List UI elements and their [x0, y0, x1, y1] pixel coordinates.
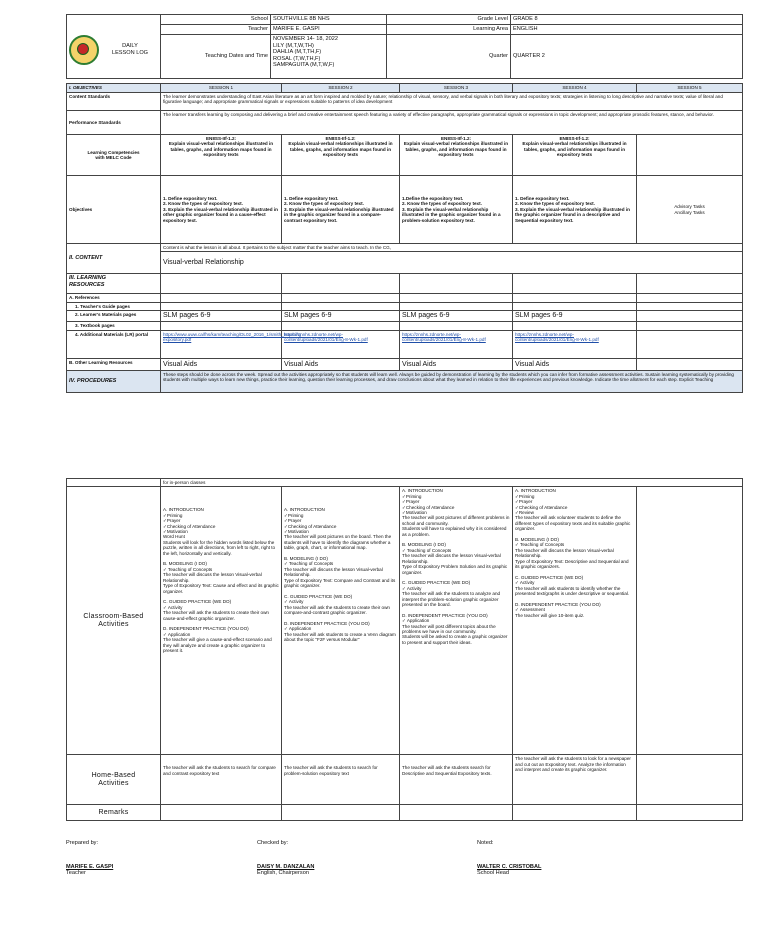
noted-role: School Head: [477, 870, 510, 876]
lm-1: SLM pages 6-9: [161, 311, 282, 322]
home-activities-label: Home-Based Activities: [67, 755, 161, 805]
prepared-role: Teacher: [66, 870, 86, 876]
quarter-label: Quarter: [387, 35, 511, 79]
learners-materials-label: 2. Learner's Materials pages: [67, 311, 161, 322]
checked-role: English, Chairperson: [257, 870, 309, 876]
content-heading: II. CONTENT: [67, 244, 161, 274]
additional-link-4[interactable]: https://znnhs.zdnorte.net/wp-content/uploads/2021/01/Eng-8-Wk-1.pdf: [513, 330, 637, 358]
lesson-table: [66, 83, 743, 393]
additional-link-1[interactable]: https://www.uww.ca/fhs/kam/teaching/DL02_2016_1/smith_teaching expository.pdf: [161, 330, 282, 358]
olr-4: Visual Aids: [513, 358, 637, 370]
class-activity-3: A. INTRODUCTION ✓Priming ✓Prayer ✓Checking of Attendance ✓Motivation The teacher will post pictures of different problems in school and community. Students will have to explained why it is considered as a problem. B. MODELING (I DO) ✓ Teaching of Concepts The teacher will discuss the lesson Visual-verbal Relationship. Type of Expository Problem Solution and its graphic organizer. C. GUIDED PRACTICE (WE DO) ✓ Activity The teacher will ask the students to analyze and interpret the problem-solution graphic organizer presented on the board. D. INDEPENDENT PRACTICE (YOU DO) ✓ Application The teacher will post different topics about the problems we have in our community. Students will be asked to create a graphic organizer to present and support their ideas.: [400, 487, 513, 755]
content-standards-label: Content Standards: [67, 93, 161, 111]
logo-cell: [67, 15, 161, 79]
additional-link-2[interactable]: https://znnhs.zdnorte.net/wp-content/uploads/2021/01/Eng-8-Wk-1.pdf: [282, 330, 400, 358]
olr-3: Visual Aids: [400, 358, 513, 370]
noted-name: WALTER C. CRISTOBAL: [477, 864, 542, 870]
lm-3: SLM pages 6-9: [400, 311, 513, 322]
melc-2: EN8SS-IIf-1.2: Explain visual-verbal relationships illustrated in tables, graphs, and information maps found in expository texts: [282, 135, 400, 176]
learning-resources-heading: III. LEARNING RESOURCES: [67, 274, 161, 294]
melc-label: Learning Competencies with MELC Code: [67, 135, 161, 176]
lm-2: SLM pages 6-9: [282, 311, 400, 322]
references-label: A. References: [67, 294, 161, 302]
textbook-label: 3. Textbook pages: [67, 322, 161, 330]
prepared-by-block: [66, 840, 113, 876]
class-activity-2: A. INTRODUCTION ✓Priming ✓Prayer ✓Checking of Attendance ✓Motivation The teacher will post pictures on the board. Then the students will have to identify the diagrams whether a table, graph, chart, or informational map. B. MODELING (I DO) ✓ Teaching of Concepts The teacher will discuss the lesson Visual-verbal Relationship. Type of Expository Text: Compare and Contrast and its graphic organizer. C. GUIDED PRACTICE (WE DO) ✓ Activity The teacher will ask the students to create their own compare-and-contrast graphic organizer. D. INDEPENDENT PRACTICE (YOU DO) ✓ Application The teacher will ask students to create a Venn diagram about the topic "F2F versus Modular": [282, 487, 400, 755]
prepared-name: MARIFE E. GASPI: [66, 864, 114, 870]
home-activity-3: The teacher will ask the students search for Descriptive and Sequential Expository texts.: [400, 755, 513, 805]
school-value: SOUTHVILLE 8B NHS: [271, 15, 387, 25]
other-resources-label: B. Other Learning Resources: [67, 358, 161, 370]
melc-3: EN8SS-IIf-1.2: Explain visual-verbal relationships illustrated in tables, graphs, and information maps found in expository texts: [400, 135, 513, 176]
content-topic: Visual-verbal Relationship: [161, 252, 743, 274]
session-5-header: SESSION 5: [637, 84, 743, 93]
objectives-3: 1.Define the expository text. 2. Know the types of expository text. 3. Explain the visual-verbal relationship illustrated in the graphic organizer found in a problem-solution expository text.: [400, 176, 513, 244]
home-activity-1: The teacher will ask the students to search for compare and contrast expository text: [161, 755, 282, 805]
class-activity-1: A. INTRODUCTION ✓Priming ✓Prayer ✓Checking of Attendance ✓Motivation Word Hunt Students will look for the hidden words listed below the puzzle, written in all directions, from left to right, right to the left, horizontally and vertically. B. MODELING (I DO) ✓ Teaching of Concepts The teacher will discuss the lesson Visual-verbal Relationship. Type of Expository Text: Cause and effect and its graphic organizer. C. GUIDED PRACTICE (WE DO) ✓ Activity The teacher will ask the students to create their own cause-and-effect graphic organizer. D. INDEPENDENT PRACTICE (YOU DO) ✓ Application The teacher will give a cause-and-effect scenario and they will analyze and create a graphic organizer to present it.: [161, 487, 282, 755]
session-3-header: SESSION 3: [400, 84, 513, 93]
page-one: [0, 14, 768, 393]
teacher-value: MARIFE E. GASPI: [271, 25, 387, 35]
procedures-text: These steps should be done across the week. Spread out the activities appropriately so that students will learn well. Always be guided by demonstration of learning by the students which you can infer from formative assessment activities. Sustain learning systematically by providing students with multiple ways to learn new things, practice their learning, question their learning processes, and draw conclusions about what they learned in relation to their life experiences and previous knowledge. Indicate the time allotment for each step. Explicit Teaching: [161, 370, 743, 392]
checked-label: Checked by:: [257, 840, 289, 846]
quarter-value: QUARTER 2: [511, 35, 743, 79]
page-two: [0, 478, 768, 876]
objectives-5: Advisory Tasks Ancillary Tasks: [637, 176, 743, 244]
performance-standards-label: Performance Standards: [67, 111, 161, 135]
school-label: School: [161, 15, 271, 25]
performance-standards-text: The learner transfers learning by composing and delivering a brief and creative entertainment speech featuring a variety of effective paragraphs, appropriate grammatical signals or expressions in topic development; and appropriate prosodic features, stance, and behavior.: [161, 111, 743, 135]
content-standards-text: The learner demonstrates understanding of East Asian literature as an art form inspired and molded by nature; relationship of visual, sensory, and verbal signals in both literary and expository texts; strategies in listening to long descriptive and narrative texts; value of literal and figurative language; and appropriate grammatical signals or expressions suitable to patterns of idea development: [161, 93, 743, 111]
content-note: Content is what the lesson is all about. It pertains to the subject matter that the teacher aims to teach. In the CG,: [161, 244, 743, 252]
melc-1: EN8SS-IIf-1.2: Explain visual-verbal relationships illustrated in tables, graphs, and information maps found in expository texts: [161, 135, 282, 176]
home-activity-5: [637, 755, 743, 805]
school-seal-icon: [69, 35, 99, 65]
area-value: ENGLISH: [511, 25, 743, 35]
remarks-label: Remarks: [67, 805, 161, 821]
dates-value: NOVEMBER 14- 18, 2022 LILY (M,T,W,TH) DAHLIA (M,T,TH,F) ROSAL (T,W,TH,F) SAMPAGUITA (M,T,W,F): [271, 35, 387, 79]
prepared-label: Prepared by:: [66, 840, 99, 846]
melc-5: [637, 135, 743, 176]
additional-materials-label: 4. Additional Materials (LR) portal: [67, 330, 161, 358]
teachers-guide-label: 1. Teacher's Guide pages: [67, 302, 161, 310]
objectives-1: 1. Define expository text. 2. Know the types of expository text. 3. Explain the visual-verbal relationship illustrated in other graphic organizer found in a cause-effect expository text.: [161, 176, 282, 244]
objectives-heading: I. OBJECTIVES: [67, 84, 161, 93]
class-activity-5: [637, 487, 743, 755]
home-activity-2: The teacher will ask the students to search for problem-solution expository text: [282, 755, 400, 805]
header-table: [66, 14, 743, 79]
lm-4: SLM pages 6-9: [513, 311, 637, 322]
grade-value: GRADE 8: [511, 15, 743, 25]
noted-block: [477, 840, 541, 876]
objectives-4: 1. Define expository text. 2. Know the types of expository text. 3. Explain the visual-verbal relationship illustrated in the graphic organizer found in a descriptive and Sequential expository text.: [513, 176, 637, 244]
noted-label: Noted:: [477, 840, 494, 846]
teacher-label: Teacher: [161, 25, 271, 35]
classroom-activities-label: Classroom-Based Activities: [67, 487, 161, 755]
olr-1: Visual Aids: [161, 358, 282, 370]
objectives-2: 1. Define expository text. 2. Know the types of expository text. 3. Explain the visual-verbal relationship illustrated in the graphic organizer found in a compare-contrast expository text.: [282, 176, 400, 244]
melc-4: EN8SS-IIf-1.2: Explain visual-verbal relationships illustrated in tables, graphs, and information maps found in expository texts: [513, 135, 637, 176]
objectives-label: Objectives: [67, 176, 161, 244]
class-activity-4: A. INTRODUCTION ✓Priming ✓Prayer ✓Checking of Attendance ✓Review The teacher will ask volunteer students to define the different types of expository texts and its suitable graphic organizer. B. MODELING (I DO) ✓ Teaching of Concepts The teacher will discuss the lesson Visual-verbal Relationship. Type of Expository Text: Descriptive and Sequential and its graphic organizers. C. GUIDED PRACTICE (WE DO) ✓ Activity The teacher will ask students to identify whether the presented text/graphs is under descriptive or sequential. D. INDEPENDENT PRACTICE (YOU DO) ✓ Assessment The teacher will give 10-item quiz.: [513, 487, 637, 755]
olr-2: Visual Aids: [282, 358, 400, 370]
area-label: Learning Area: [387, 25, 511, 35]
home-activity-4: The teacher will ask the students to look for a newspaper and cut out an Expository text. Analyze the information and interpret and create its graphic organizer.: [513, 755, 637, 805]
dates-label: Teaching Dates and Time: [161, 35, 271, 79]
session-4-header: SESSION 4: [513, 84, 637, 93]
procedures-table: [66, 478, 743, 821]
checked-name: DAISY M. DANZALAN: [257, 864, 315, 870]
in-person-note: for in-person classes: [161, 479, 743, 487]
additional-link-3[interactable]: https://znnhs.zdnorte.net/wp-content/uploads/2021/01/Eng-8-Wk-1.pdf: [400, 330, 513, 358]
procedures-heading: IV. PROCEDURES: [67, 370, 161, 392]
session-2-header: SESSION 2: [282, 84, 400, 93]
grade-label: Grade Level: [387, 15, 511, 25]
checked-by-block: [257, 840, 314, 876]
session-1-header: SESSION 1: [161, 84, 282, 93]
dll-title: DAILY LESSON LOG: [111, 42, 149, 56]
